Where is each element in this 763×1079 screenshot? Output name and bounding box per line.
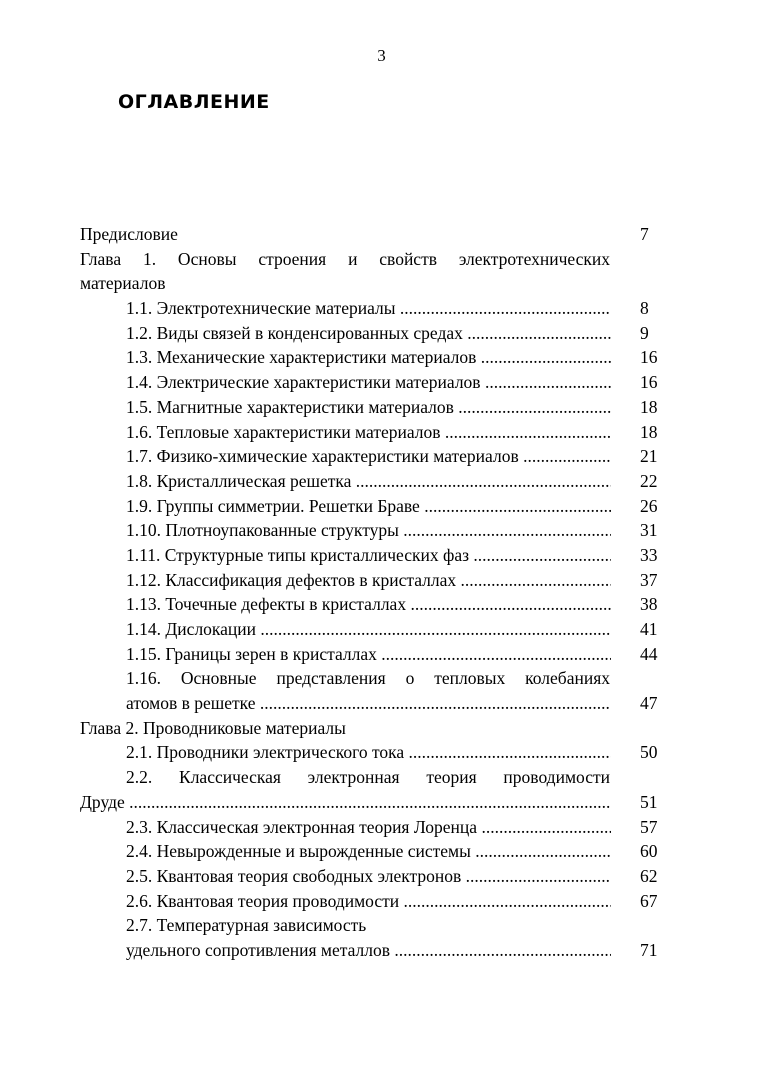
toc-entry-title: 1.4. Электрические характеристики материалов xyxy=(126,372,481,393)
toc-entry-title: 1.16. Основные представления о тепловых колебаниях xyxy=(126,668,610,689)
dot-leader xyxy=(390,940,611,960)
dot-leader xyxy=(519,446,611,466)
dot-leader xyxy=(399,520,611,540)
toc-entry-page: 44 xyxy=(640,643,658,664)
dot-leader xyxy=(469,545,611,565)
toc-entry-page: 8 xyxy=(640,298,649,319)
toc-entry-page: 7 xyxy=(640,224,649,244)
toc-entry-title: удельного сопротивления металлов xyxy=(126,939,390,960)
page-title: ОГЛАВЛЕНИЕ xyxy=(118,91,270,113)
toc-entry xyxy=(80,889,670,914)
toc-entry xyxy=(80,444,670,469)
toc-entry-title: 1.6. Тепловые характеристики материалов xyxy=(126,421,441,442)
toc-chapter-2-heading xyxy=(80,716,670,741)
toc-entry xyxy=(80,469,670,494)
toc-entry-2-2 xyxy=(80,765,670,790)
toc-entry-2-7-cont xyxy=(80,938,670,963)
dot-leader xyxy=(406,594,611,614)
dot-leader xyxy=(481,372,611,392)
toc-entry-page: 21 xyxy=(640,446,658,467)
toc-entry-page: 26 xyxy=(640,495,658,516)
toc-entry-page: 71 xyxy=(640,939,658,960)
dot-leader xyxy=(454,397,611,417)
toc-entry-page: 16 xyxy=(640,372,658,393)
toc-chapter-title: материалов xyxy=(80,273,166,294)
toc-entry-page: 47 xyxy=(640,693,658,714)
toc-entry-title: Друде xyxy=(80,791,125,812)
dot-leader xyxy=(420,496,611,516)
toc-entry-title: 1.5. Магнитные характеристики материалов xyxy=(126,396,454,417)
toc-entry-title: 1.10. Плотноупакованные структуры xyxy=(126,520,399,541)
toc-entry-title: 2.1. Проводники электрического тока xyxy=(126,742,405,763)
toc-entry xyxy=(80,592,670,617)
toc-entry-page: 16 xyxy=(640,347,658,368)
toc-entry-1-16-cont xyxy=(80,691,670,716)
toc-entry-page: 60 xyxy=(640,841,658,862)
dot-leader xyxy=(256,619,611,639)
dot-leader xyxy=(461,866,611,886)
dot-leader xyxy=(377,644,611,664)
toc-entry-title: 1.3. Механические характеристики материалов xyxy=(126,347,477,368)
toc-entry-title: 1.13. Точечные дефекты в кристаллах xyxy=(126,594,407,615)
toc-entry-page: 50 xyxy=(640,742,658,763)
dot-leader xyxy=(441,422,611,442)
dot-leader xyxy=(399,891,611,911)
toc-chapter-1-heading-cont xyxy=(80,271,670,296)
toc-entry xyxy=(80,864,670,889)
toc-entry xyxy=(80,815,670,840)
toc-entry xyxy=(80,296,670,321)
dot-leader xyxy=(456,570,611,590)
toc-entry xyxy=(80,420,670,445)
toc-entry-page: 37 xyxy=(640,569,658,590)
toc-entry-page: 9 xyxy=(640,322,649,343)
toc-entry-preface xyxy=(80,222,670,247)
toc-entry-title: 1.14. Дислокации xyxy=(126,619,257,639)
toc-entry-title: 1.8. Кристаллическая решетка xyxy=(126,470,352,491)
toc-entry-page: 18 xyxy=(640,421,658,442)
toc-entry-title: 1.9. Группы симметрии. Решетки Браве xyxy=(126,495,420,516)
dot-leader xyxy=(351,471,611,491)
toc-entry xyxy=(80,642,670,667)
toc-entry-page: 38 xyxy=(640,594,658,615)
toc-entry-title: 2.6. Квантовая теория проводимости xyxy=(126,890,400,911)
toc-entry-title: Предисловие xyxy=(80,224,178,244)
toc-entry xyxy=(80,839,670,864)
toc-entry-title: 1.1. Электротехнические материалы xyxy=(126,298,396,319)
toc-entry xyxy=(80,395,670,420)
toc-entry xyxy=(80,543,670,568)
toc-chapter-1-heading xyxy=(80,247,670,272)
dot-leader xyxy=(477,817,611,837)
toc-entry xyxy=(80,518,670,543)
dot-leader xyxy=(471,841,611,861)
page-number: 3 xyxy=(377,46,386,65)
dot-leader xyxy=(476,347,611,367)
toc-entry-title: атомов в решетке xyxy=(126,693,256,714)
toc-chapter-title: Глава 1. Основы строения и свойств электротехнических xyxy=(80,248,610,269)
toc-entry-page: 22 xyxy=(640,470,658,491)
table-of-contents xyxy=(80,222,670,963)
toc-entry xyxy=(80,494,670,519)
toc-entry-page: 67 xyxy=(640,890,658,911)
dot-leader xyxy=(463,323,611,343)
toc-entry-title: 1.2. Виды связей в конденсированных средах xyxy=(126,322,463,343)
toc-entry-page: 62 xyxy=(640,865,658,886)
toc-entry-title: 1.11. Структурные типы кристаллических фаз xyxy=(126,544,470,565)
toc-entry-title: 1.7. Физико-химические характеристики материалов xyxy=(126,446,519,467)
toc-entry-page: 57 xyxy=(640,816,658,837)
toc-entry xyxy=(80,321,670,346)
toc-chapter-title: Глава 2. Проводниковые материалы xyxy=(80,717,346,738)
toc-entry-title: 2.7. Температурная зависимость xyxy=(126,915,367,936)
toc-entry-1-16 xyxy=(80,666,670,691)
toc-entry-title: 2.3. Классическая электронная теория Лоренца xyxy=(126,816,478,837)
toc-entry xyxy=(80,370,670,395)
toc-entry-title: 2.5. Квантовая теория свободных электронов xyxy=(126,865,462,886)
toc-entry-page: 41 xyxy=(640,619,658,639)
toc-entry xyxy=(80,345,670,370)
toc-entry-title: 2.4. Невырожденные и вырожденные системы xyxy=(126,841,471,862)
toc-entry-page: 31 xyxy=(640,520,658,541)
toc-entry-2-2-cont xyxy=(80,790,670,815)
dot-leader xyxy=(125,792,611,812)
toc-entry-page: 51 xyxy=(640,791,658,812)
toc-entry-title: 1.15. Границы зерен в кристаллах xyxy=(126,643,377,664)
dot-leader xyxy=(404,742,611,762)
dot-leader xyxy=(396,298,611,318)
toc-entry xyxy=(80,740,670,765)
toc-entry xyxy=(80,568,670,593)
toc-entry xyxy=(80,617,670,642)
toc-entry-title: 1.12. Классификация дефектов в кристаллах xyxy=(126,569,457,590)
toc-entry-page: 33 xyxy=(640,544,658,565)
toc-entry-2-7 xyxy=(80,913,670,938)
dot-leader xyxy=(256,693,612,713)
toc-entry-title: 2.2. Классическая электронная теория проводимости xyxy=(126,767,610,788)
toc-entry-page: 18 xyxy=(640,396,658,417)
